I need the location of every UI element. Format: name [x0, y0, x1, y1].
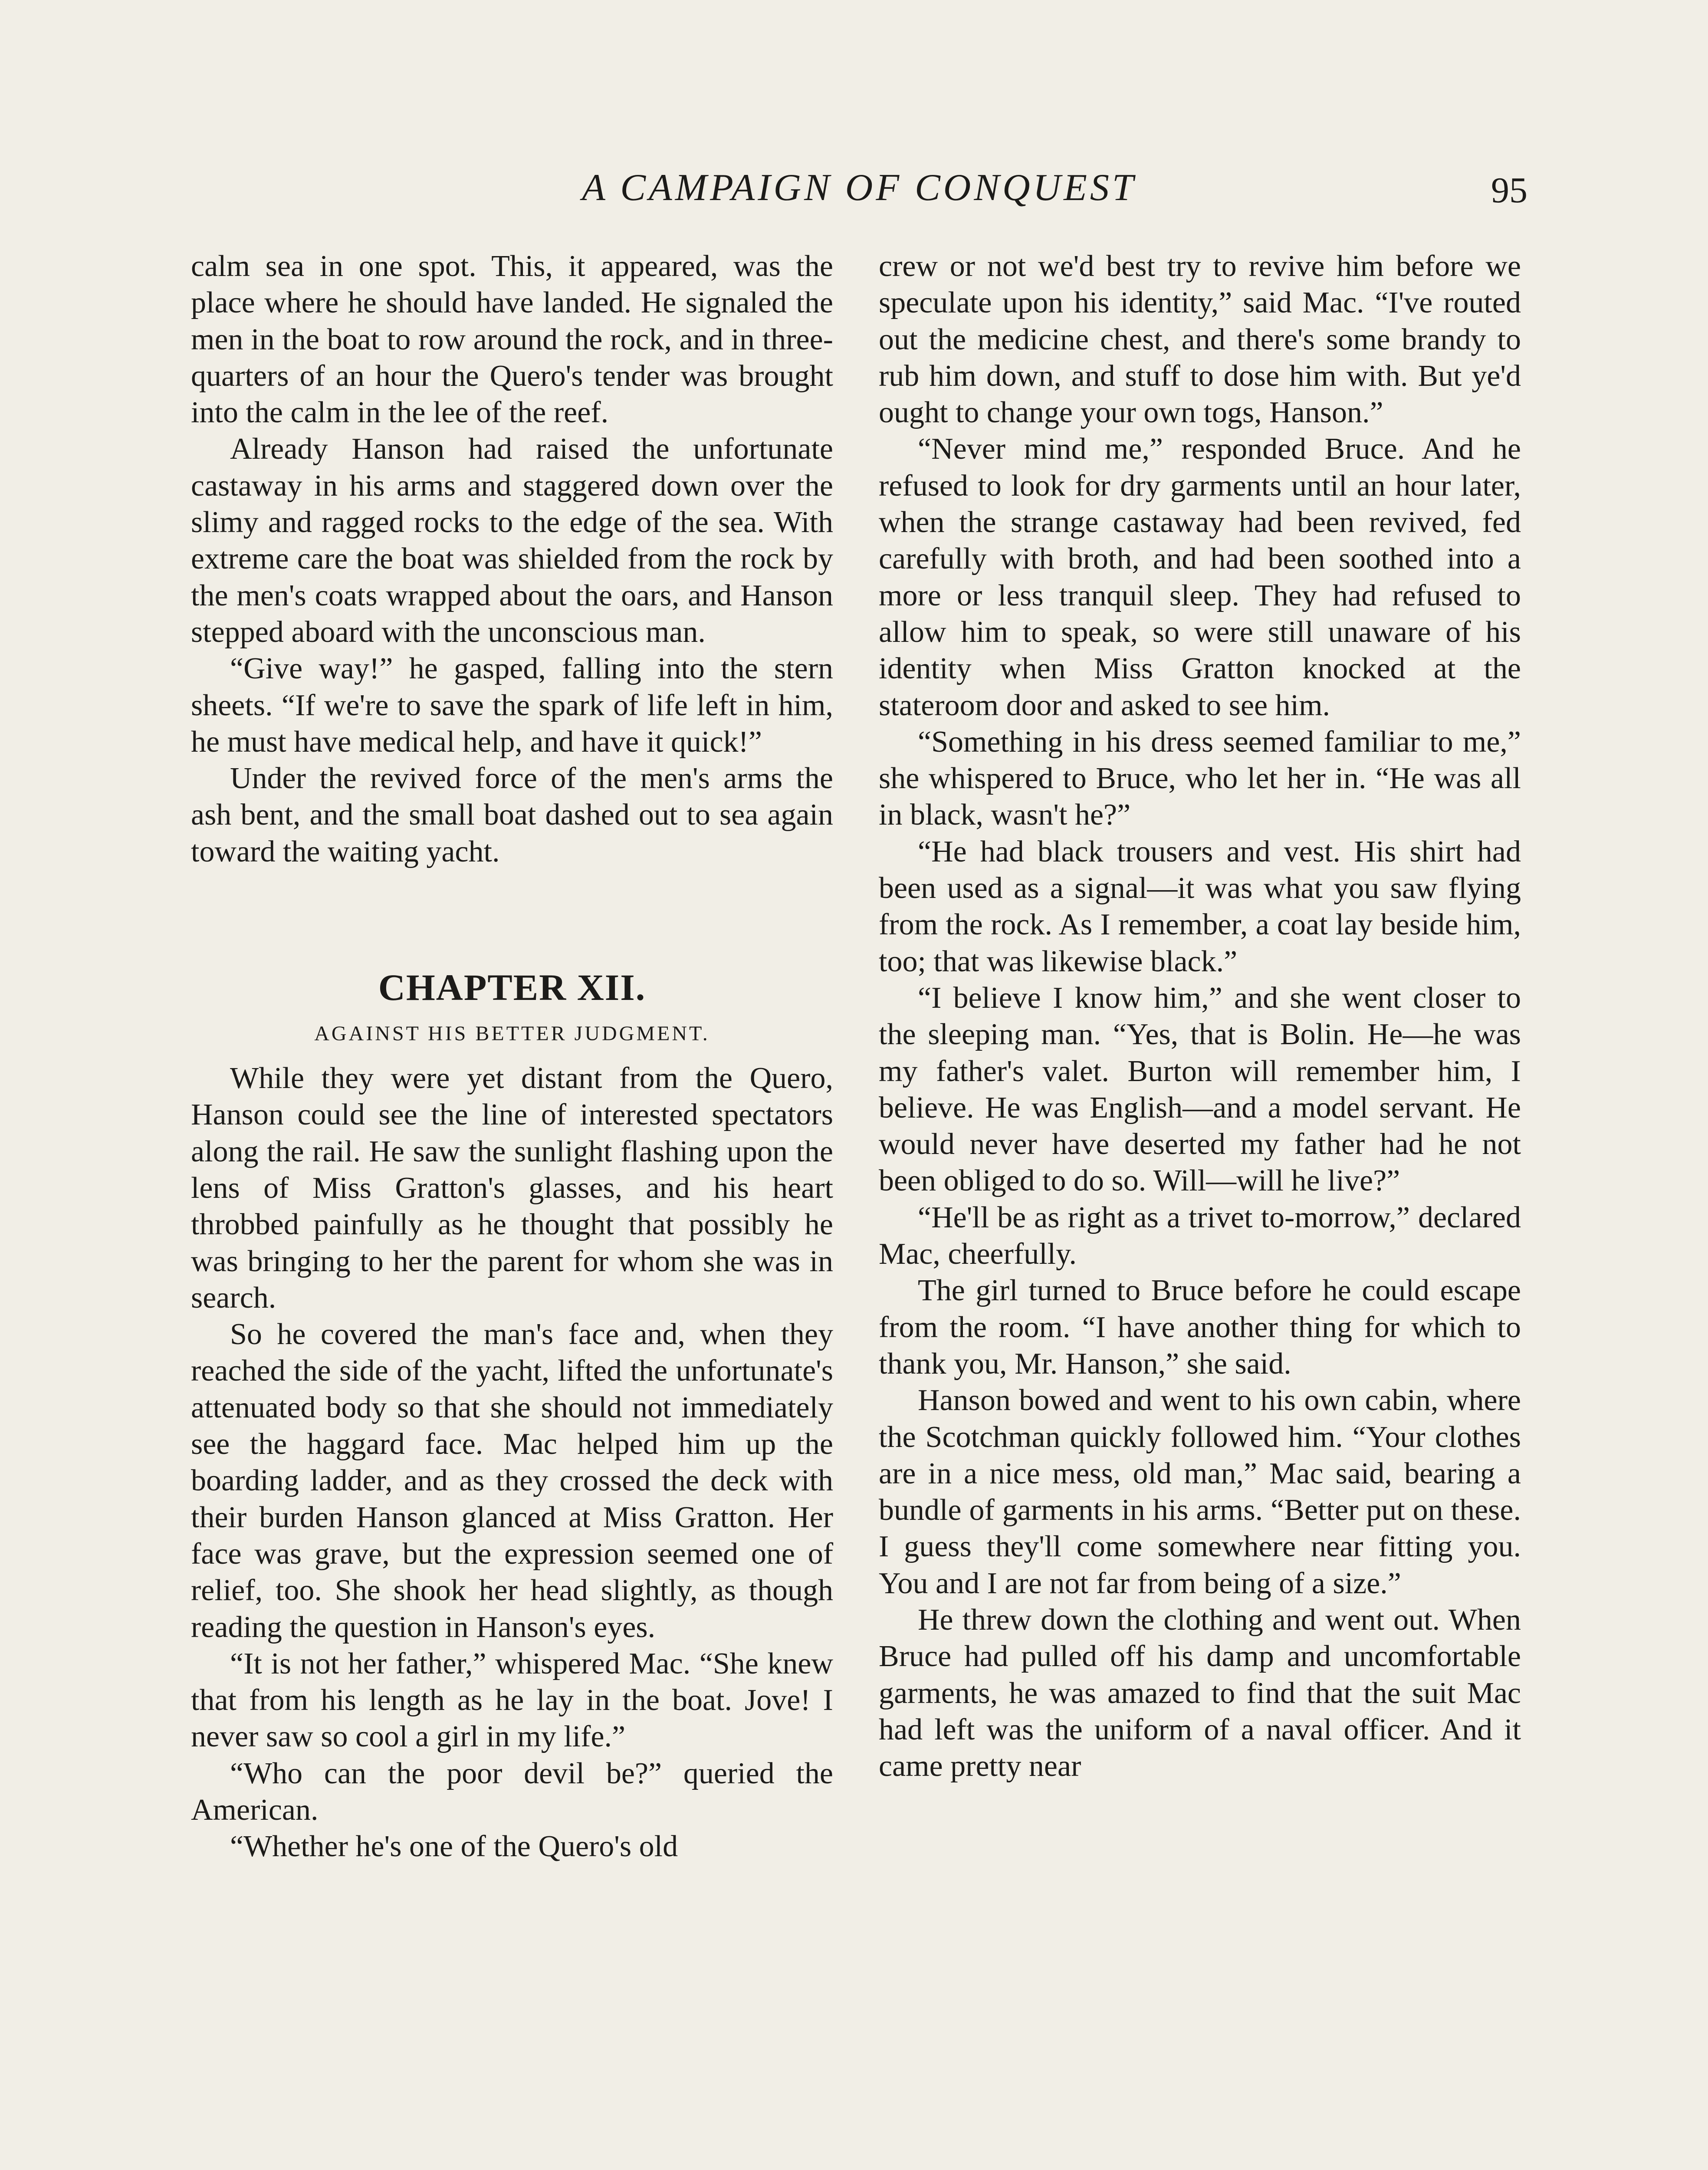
paragraph: “Never mind me,” responded Bruce. And he refused to look for dry garments until an hour later, when the strange castaway had been revived, fed carefully with broth, and had been soothed into a more or less tranquil sleep. They had refused to allow him to speak, so were still unaware of his identity when Miss Gratton knocked at the stateroom door and asked to see him.	[879, 432, 1521, 722]
paragraph: calm sea in one spot. This, it appeared, was the place where he should have landed. He signaled the men in the boat to row around the rock, and in three-quarters of an hour the Quero's tender was brought into the calm in the lee of the reef.	[191, 250, 833, 430]
paragraph: While they were yet distant from the Quero, Hanson could see the line of interested spectators along the rail. He saw the sunlight flashing upon the lens of Miss Gratton's glasses, and his heart throbbed painfully as he thought that possibly he was bringing to her the parent for whom she was in search.	[191, 1062, 833, 1315]
running-title: A CAMPAIGN OF CONQUEST	[582, 167, 1136, 209]
paragraph: The girl turned to Bruce before he could escape from the room. “I have another thing for which to thank you, Mr. Hanson,” she said.	[879, 1274, 1521, 1381]
running-header	[191, 164, 1527, 212]
paragraph: Hanson bowed and went to his own cabin, where the Scotchman quickly followed him. “Your clothes are in a nice mess, old man,” Mac said, bearing a bundle of garments in his arms. “Better put on these. I guess they'll come somewhere near fitting you. You and I are not far from being of a size.”	[879, 1384, 1521, 1600]
section-gap	[191, 870, 833, 966]
paragraph: So he covered the man's face and, when they reached the side of the yacht, lifted the unfortunate's attenuated body so that she should not immediately see the haggard face. Mac helped him up the boarding ladder, and as they crossed the deck with their burden Hanson glanced at Miss Gratton. Her face was grave, but the expression seemed one of relief, too. She shook her head slightly, as though reading the question in Hanson's eyes.	[191, 1318, 833, 1644]
paragraph: Already Hanson had raised the unfortunate castaway in his arms and staggered down over the slimy and ragged rocks to the edge of the sea. With extreme care the boat was shielded from the rock by the men's coats wrapped about the oars, and Hanson stepped aboard with the unconscious man.	[191, 432, 833, 649]
right-column	[879, 248, 1521, 1785]
page-number: 95	[1491, 170, 1527, 210]
left-column	[191, 248, 833, 1865]
paragraph: “Who can the poor devil be?” queried the American.	[191, 1756, 833, 1827]
paragraph: “Whether he's one of the Quero's old	[230, 1830, 678, 1864]
chapter-subtitle: AGAINST HIS BETTER JUDGMENT.	[314, 1022, 710, 1046]
paragraph: “I believe I know him,” and she went closer to the sleeping man. “Yes, that is Bolin. He—he was my father's valet. Burton will remember him, I believe. He was English—and a model servant. He would never have deserted my father had he not been obliged to do so. Will—will he live?”	[879, 981, 1521, 1198]
paragraph: “It is not her father,” whispered Mac. “She knew that from his length as he lay in the boat. Jove! I never saw so cool a girl in my life.”	[191, 1647, 833, 1754]
paragraph: Under the revived force of the men's arms the ash bent, and the small boat dashed out to sea again toward the waiting yacht.	[191, 762, 833, 868]
paragraph: “He'll be as right as a trivet to-morrow,” declared Mac, cheerfully.	[879, 1200, 1521, 1271]
paragraph: “Give way!” he gasped, falling into the stern sheets. “If we're to save the spark of life left in him, he must have medical help, and have it quick!”	[191, 652, 833, 759]
paragraph: “Something in his dress seemed familiar to me,” she whispered to Bruce, who let her in. “He was all in black, wasn't he?”	[879, 725, 1521, 832]
paragraph: crew or not we'd best try to revive him before we speculate upon his identity,” said Mac. “I've routed out the medicine chest, and there's some brandy to rub him down, and stuff to dose him with. But ye'd ought to change your own togs, Hanson.”	[879, 250, 1521, 430]
paragraph: He threw down the clothing and went out. When Bruce had pulled off his damp and uncomfortable garments, he was amazed to find that the suit Mac had left was the uniform of a naval officer. And it came pretty near	[879, 1603, 1521, 1783]
paragraph: “He had black trousers and vest. His shirt had been used as a signal—it was what you saw flying from the rock. As I remember, a coat lay beside him, too; that was likewise black.”	[879, 835, 1521, 978]
chapter-heading: CHAPTER XII.	[378, 967, 646, 1009]
